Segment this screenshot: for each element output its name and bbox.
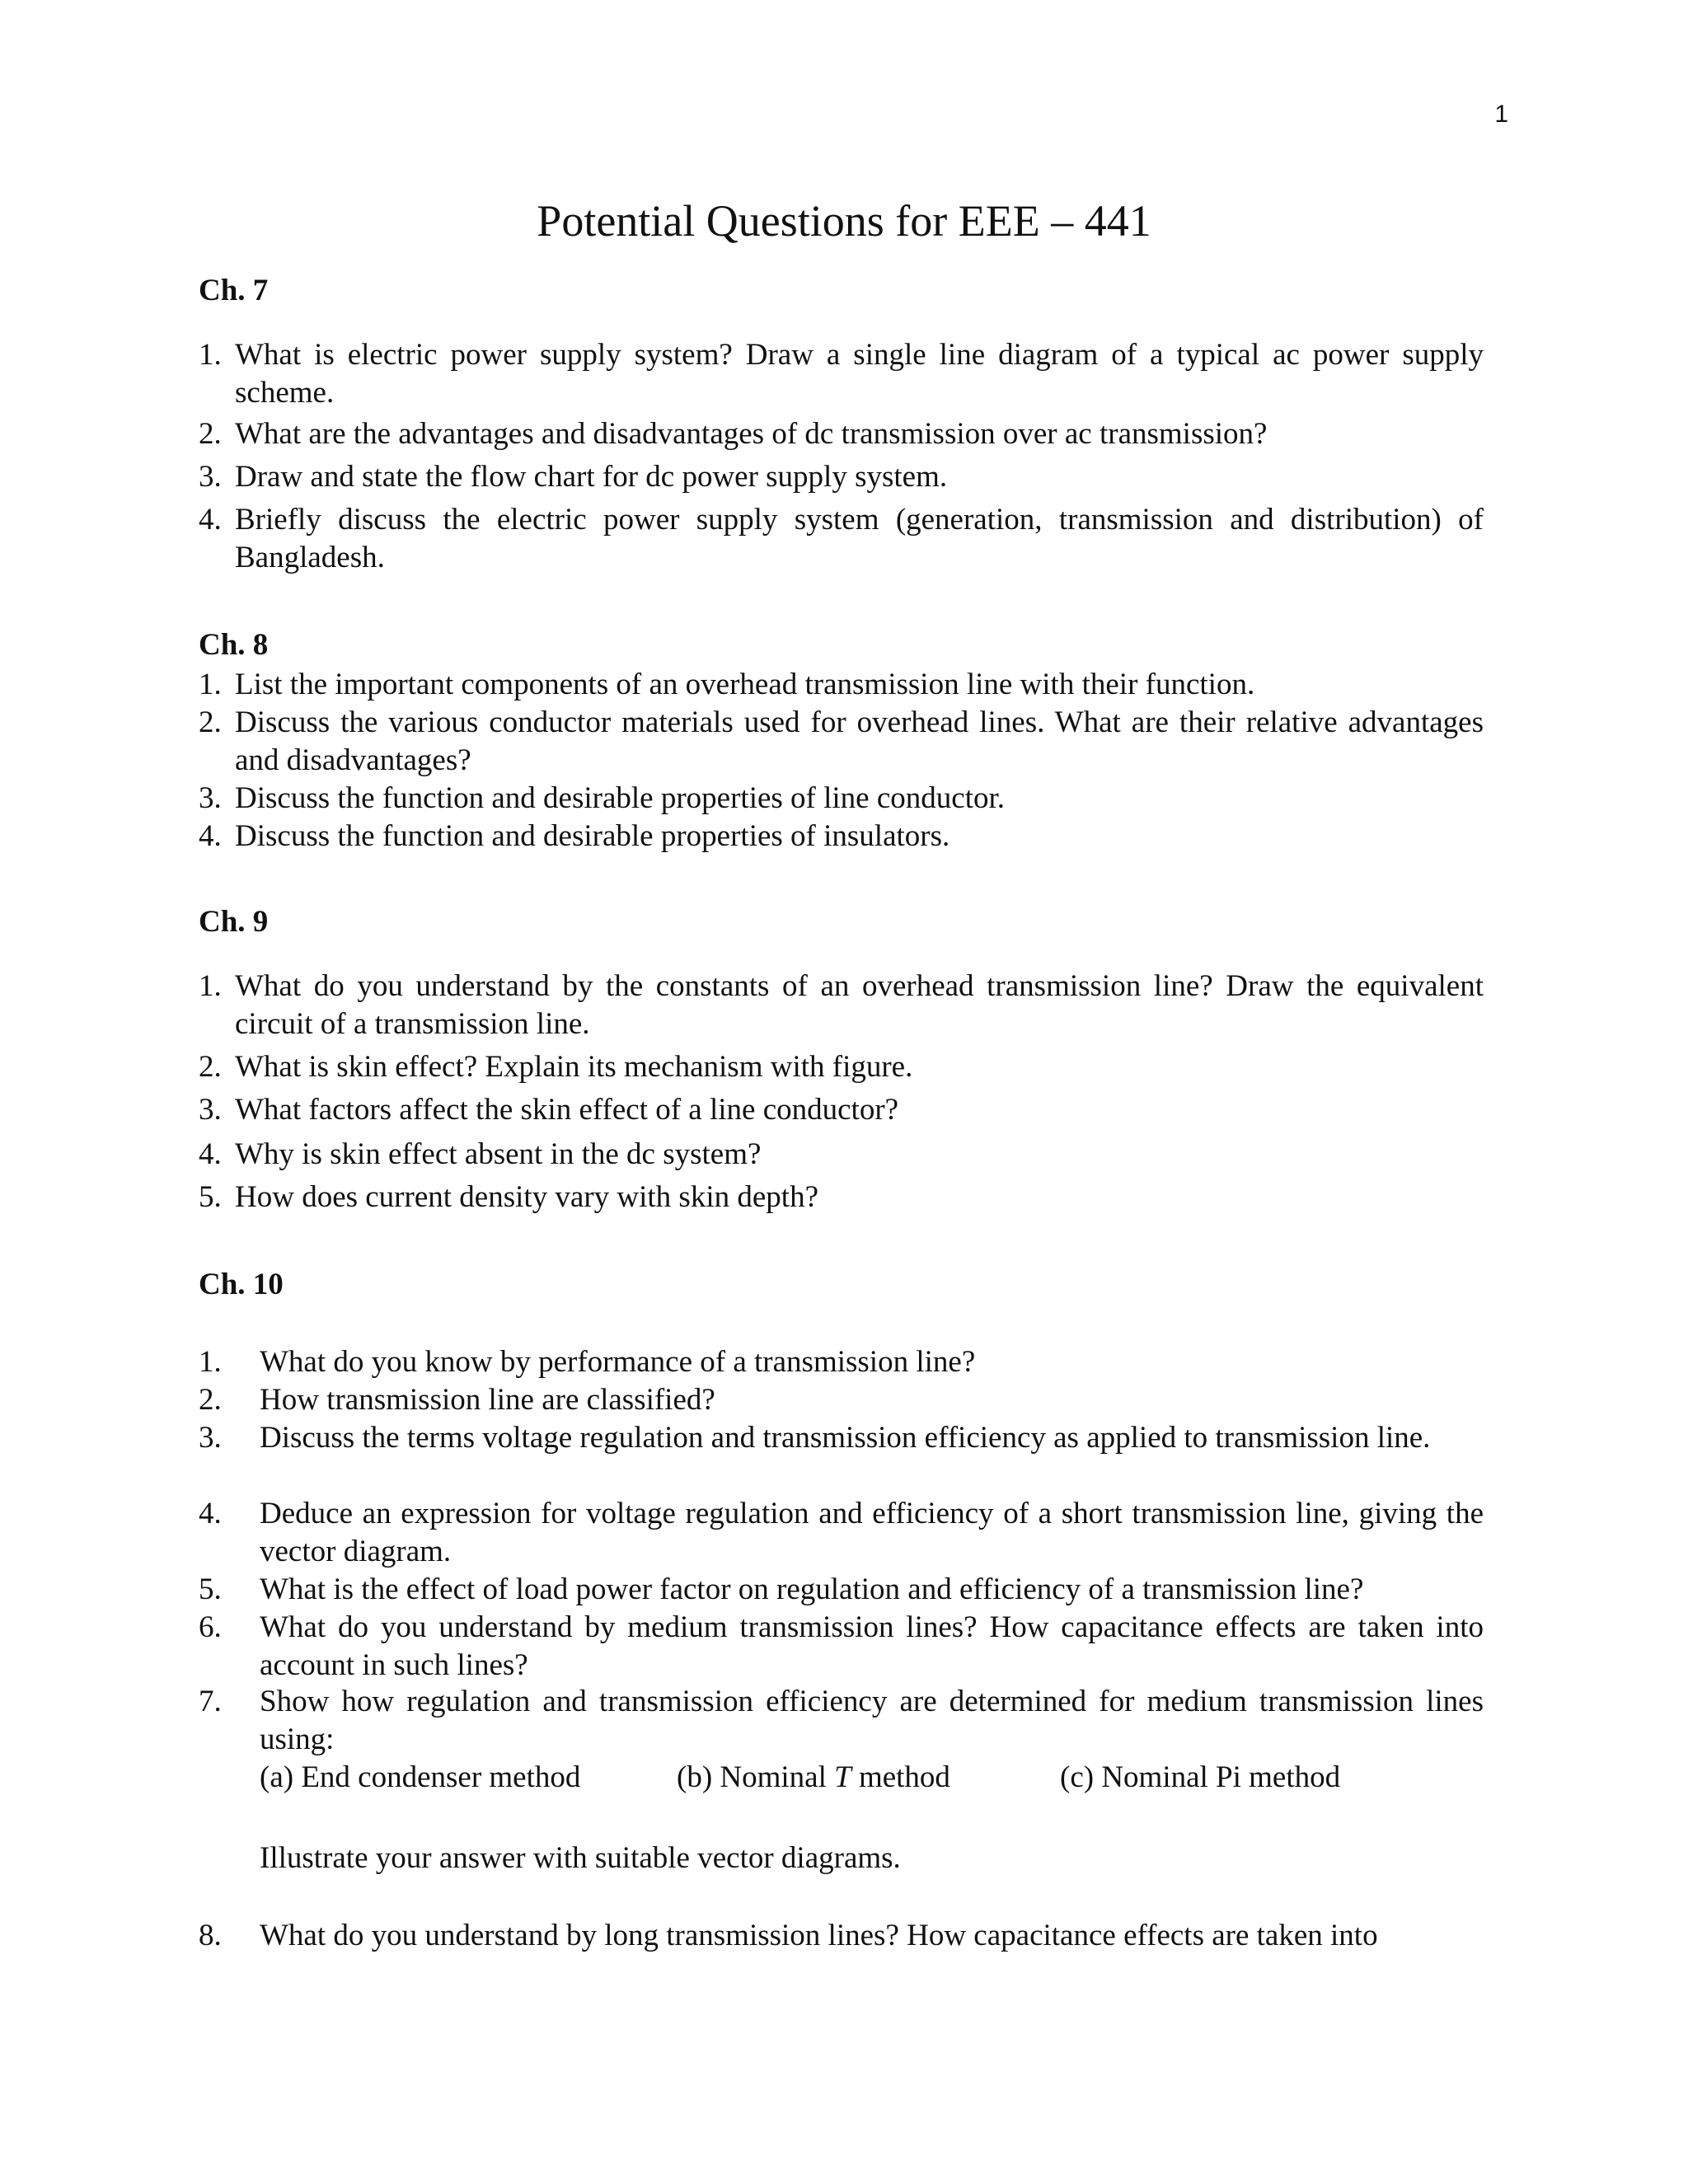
question-text: Discuss the function and desirable properties of insulators. bbox=[235, 819, 950, 853]
question-number: 3. bbox=[199, 1093, 222, 1127]
ch10-question-7 bbox=[199, 1683, 1484, 1759]
ch10-question-3 bbox=[199, 1419, 1484, 1457]
question-number: 2. bbox=[199, 417, 222, 451]
question-text: What do you understand by medium transmission lines? How capacitance effects are taken into account in such lines? bbox=[260, 1610, 1484, 1682]
page-number: 1 bbox=[1494, 101, 1508, 128]
ch10-question-4 bbox=[199, 1495, 1484, 1571]
document-title: Potential Questions for EEE – 441 bbox=[537, 196, 1151, 246]
question-number: 2. bbox=[199, 1383, 222, 1417]
question-text: What is electric power supply system? Draw a single line diagram of a typical ac power supply scheme. bbox=[235, 338, 1484, 410]
ch7-question-3 bbox=[199, 458, 1484, 496]
question-number: 1. bbox=[199, 668, 222, 701]
question-text: Discuss the terms voltage regulation and transmission efficiency as applied to transmission line. bbox=[260, 1421, 1431, 1455]
question-text: Deduce an expression for voltage regulation and efficiency of a short transmission line, giving the vector diagram. bbox=[260, 1497, 1484, 1568]
question-number: 3. bbox=[199, 1421, 222, 1455]
question-text: What do you understand by the constants of an overhead transmission line? Draw the equivalent circuit of a transmission line. bbox=[235, 969, 1484, 1041]
ch8-question-4 bbox=[199, 818, 1484, 855]
ch8-question-3 bbox=[199, 780, 1484, 818]
ch10-question-8 bbox=[199, 1917, 1484, 1955]
question-text: How does current density vary with skin depth? bbox=[235, 1180, 818, 1214]
ch8-question-1 bbox=[199, 666, 1484, 704]
question-text: What do you understand by long transmission lines? How capacitance effects are taken into bbox=[260, 1919, 1378, 1952]
question-text: What factors affect the skin effect of a line conductor? bbox=[235, 1093, 899, 1127]
method-nominal-t-symbol: T bbox=[834, 1760, 851, 1794]
ch9-question-2 bbox=[199, 1048, 1484, 1086]
question-text: List the important components of an overhead transmission line with their function. bbox=[235, 668, 1255, 701]
question-text: Show how regulation and transmission efficiency are determined for medium transmission lines using: bbox=[260, 1685, 1484, 1756]
question-number: 4. bbox=[199, 819, 222, 853]
question-number: 8. bbox=[199, 1919, 222, 1952]
method-nominal-pi: (c) Nominal Pi method bbox=[1060, 1760, 1341, 1794]
question-number: 4. bbox=[199, 1497, 222, 1530]
question-text: What is skin effect? Explain its mechanism with figure. bbox=[235, 1050, 913, 1084]
question-number: 1. bbox=[199, 338, 222, 372]
ch7-question-4 bbox=[199, 501, 1484, 577]
chapter-9-heading: Ch. 9 bbox=[199, 905, 269, 939]
question-text: What are the advantages and disadvantages of dc transmission over ac transmission? bbox=[235, 417, 1268, 451]
ch8-question-2 bbox=[199, 704, 1484, 780]
chapter-7-heading: Ch. 7 bbox=[199, 274, 269, 307]
question-number: 4. bbox=[199, 1137, 222, 1171]
question-number: 2. bbox=[199, 1050, 222, 1084]
question-number: 6. bbox=[199, 1610, 222, 1644]
question-number: 5. bbox=[199, 1572, 222, 1606]
question-number: 3. bbox=[199, 781, 222, 815]
chapter-10-heading: Ch. 10 bbox=[199, 1268, 284, 1301]
chapter-8-heading: Ch. 8 bbox=[199, 628, 269, 662]
question-number: 2. bbox=[199, 705, 222, 739]
ch7-question-2 bbox=[199, 415, 1484, 453]
ch10-question-2 bbox=[199, 1381, 1484, 1419]
ch9-question-3 bbox=[199, 1091, 1484, 1129]
question-number: 1. bbox=[199, 969, 222, 1003]
question-number: 5. bbox=[199, 1180, 222, 1214]
ch9-question-4 bbox=[199, 1136, 1484, 1174]
question-text: What is the effect of load power factor on regulation and efficiency of a transmission line? bbox=[260, 1572, 1364, 1606]
ch10-question-6 bbox=[199, 1609, 1484, 1685]
method-end-condenser: (a) End condenser method bbox=[260, 1760, 581, 1794]
ch9-question-5 bbox=[199, 1179, 1484, 1216]
ch9-question-1 bbox=[199, 968, 1484, 1043]
ch10-question-5 bbox=[199, 1571, 1484, 1609]
question-text: How transmission line are classified? bbox=[260, 1383, 715, 1417]
question-text: What do you know by performance of a transmission line? bbox=[260, 1345, 976, 1379]
question-text: Why is skin effect absent in the dc system? bbox=[235, 1137, 762, 1171]
question-text: Discuss the various conductor materials used for overhead lines. What are their relative advantages and disadvantages? bbox=[235, 705, 1484, 777]
question-number: 7. bbox=[199, 1685, 222, 1718]
question-number: 3. bbox=[199, 460, 222, 494]
ch7-question-1 bbox=[199, 336, 1484, 412]
question-number: 4. bbox=[199, 503, 222, 537]
question-text: Briefly discuss the electric power supply system (generation, transmission and distribution) of Bangladesh. bbox=[235, 503, 1484, 574]
illustrate-note: Illustrate your answer with suitable vector diagrams. bbox=[260, 1841, 901, 1875]
question-text: Discuss the function and desirable properties of line conductor. bbox=[235, 781, 1005, 815]
question-text: Draw and state the flow chart for dc power supply system. bbox=[235, 460, 948, 494]
method-nominal-t-prefix: (b) Nominal bbox=[677, 1760, 827, 1794]
ch10-question-1 bbox=[199, 1343, 1484, 1381]
method-nominal-t-suffix: method bbox=[858, 1760, 950, 1794]
question-number: 1. bbox=[199, 1345, 222, 1379]
method-nominal-t bbox=[677, 1759, 950, 1797]
